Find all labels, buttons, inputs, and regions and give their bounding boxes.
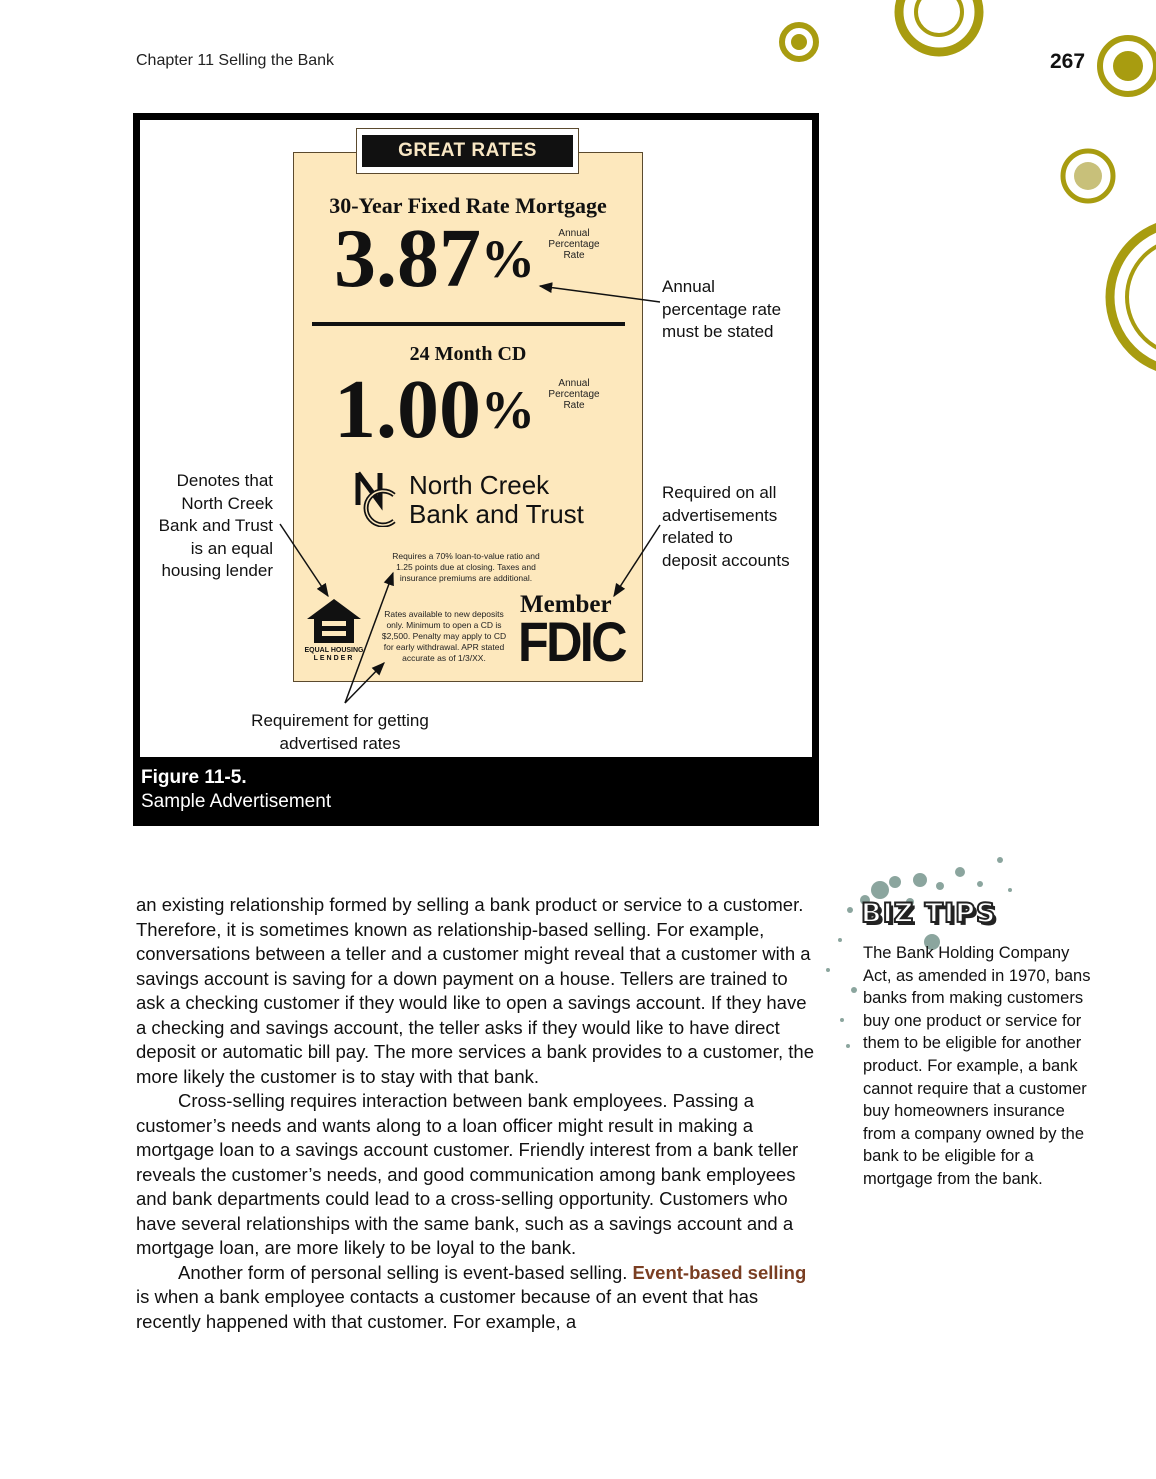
mortgage-fine-print: Requires a 70% loan-to-value ratio and 1.25 points due at closing. Taxes and insurance premiums are additional. (392, 551, 540, 583)
arrow-fdic (614, 525, 660, 596)
deco-dot-small (791, 34, 807, 50)
deco-circle-large-inner (1127, 239, 1156, 355)
paragraph-2: Cross-selling requires interaction between bank employees. Passing a customer’s needs and wants along to a loan officer might result in making a mortgage loan to a savings account customer. Friendly interest from a bank teller reveals the customer’s needs, and good communication among bank employees and bank departments could lead to a cross-selling opportunity. Customers who have several relationships with the same bank, such as a savings account and a mortgage loan, are more likely to be loyal to the bank. (136, 1090, 799, 1258)
biz-tips-title: BIZ TIPS (861, 898, 997, 929)
figure-canvas (140, 120, 812, 757)
callout-requirement: Requirement for getting advertised rates (251, 711, 429, 753)
callout-apr: Annual percentage rate must be stated (662, 277, 782, 341)
biz-tips-text: The Bank Holding Company Act, as amended in 1970, bans banks from making customers buy one product or service for them to be eligible for another product. For example, a bank cannot require that a customer buy homeowners insurance from a company owned by the bank to be eligible for a mortgage from the bank. (863, 944, 1091, 1188)
cd-title: 24 Month CD (409, 343, 527, 365)
ad-banner-label: GREAT RATES (362, 135, 573, 167)
fdic-logo: FDIC (518, 610, 625, 673)
chapter-header: Chapter 11 Selling the Bank (136, 52, 335, 69)
mortgage-title: 30-Year Fixed Rate Mortgage (329, 193, 607, 218)
callout-housing: Denotes that North Creek Bank and Trust is an equal housing lender (158, 471, 273, 580)
fdic-member-label: Member (520, 591, 612, 618)
cd-rate: 1.00% (334, 363, 535, 456)
callout-arrows (140, 120, 812, 757)
deco-circle-large (1110, 222, 1156, 372)
callout-fdic: Required on all advertisements related to deposit accounts (662, 483, 790, 570)
mortgage-rate: 3.87% (334, 212, 535, 305)
paragraph-1: an existing relationship formed by selling a bank product or service to a customer. Therefore, it is sometimes known as relationship-based selling. For example, conversations between a teller and a customer might reveal that a customer with a savings account is saving for a down payment on a house. Tellers are trained to ask a checking customer if they would like to open a savings account. If they have a checking and savings account, the teller asks if they would like to have direct deposit or automatic bill pay. The more services a bank provides to a customer, the more likely the customer is to stay with that bank. (136, 894, 814, 1087)
equal-housing-label: EQUAL HOUSING LENDER (304, 647, 364, 662)
figure-title: Sample Advertisement (141, 791, 332, 812)
arrow-housing (280, 524, 328, 596)
paragraph-3: Another form of personal selling is event-based selling. Event-based selling is when a bank employee contacts a customer because of an event that has recently happened with that customer. For example, a (136, 1261, 807, 1332)
deco-circle-top-inner (916, 0, 962, 35)
page-number: 267 (1050, 50, 1086, 73)
deco-dot-page (1113, 51, 1143, 81)
arrow-requirement-2 (345, 663, 384, 703)
deco-dot-mid (1074, 162, 1102, 190)
cd-apr-label: Annual Percentage Rate (548, 378, 600, 411)
cd-fine-print: Rates available to new deposits only. Minimum to open a CD is $2,500. Penalty may apply to CD for early withdrawal. APR stated accurate as of 1/3/XX. (381, 609, 507, 663)
figure-sample-advertisement (133, 113, 819, 826)
deco-circle-top (899, 0, 979, 52)
body-text (136, 893, 816, 1334)
mortgage-apr-label: Annual Percentage Rate (548, 228, 600, 261)
figure-number: Figure 11-5. (141, 767, 247, 788)
arrow-requirement-1 (345, 573, 393, 703)
key-term-event-based-selling: Event-based selling (632, 1261, 807, 1283)
bank-name: North Creek Bank and Trust (409, 470, 584, 529)
arrow-apr (540, 286, 660, 302)
